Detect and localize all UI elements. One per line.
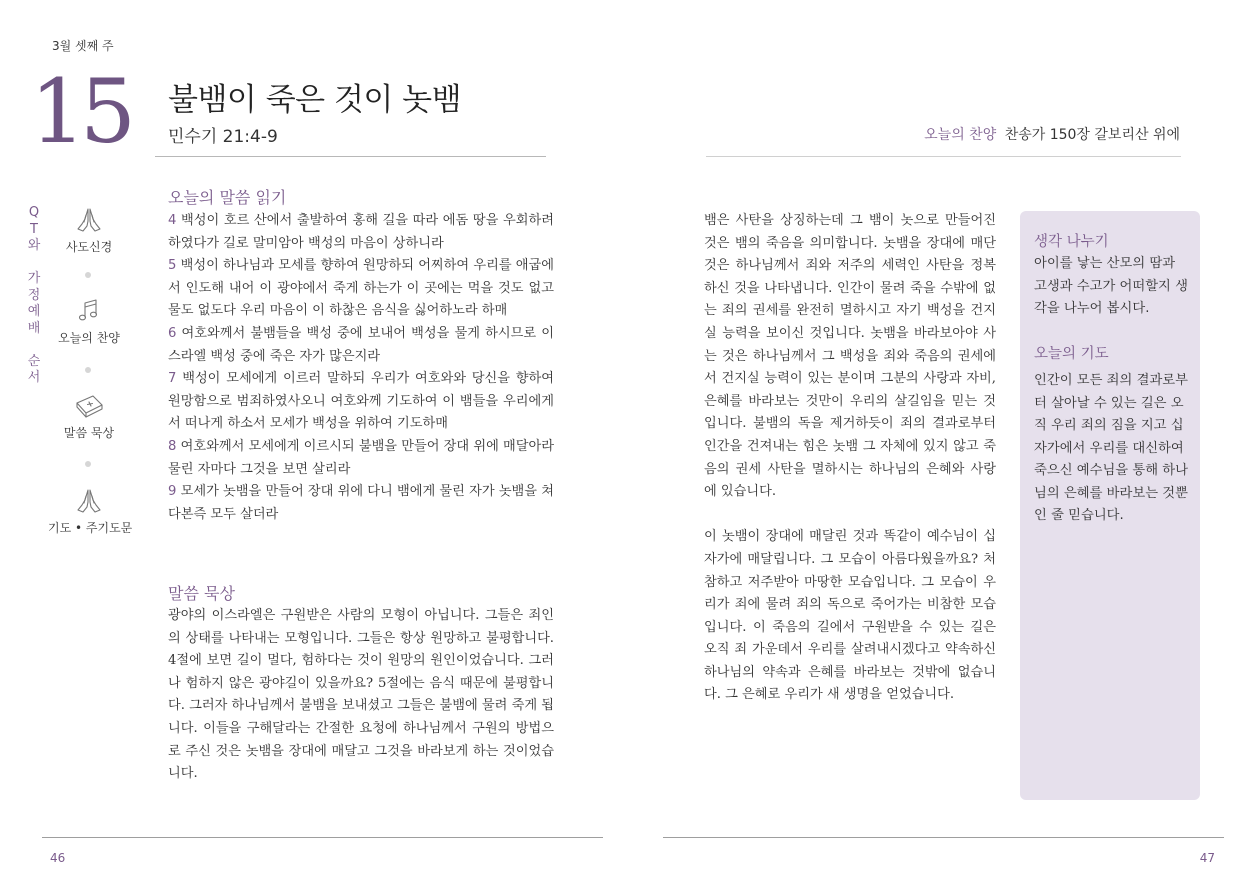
- verse-text: 여호와께서 모세에게 이르시되 불뱀을 만들어 장대 위에 매달아라 물린 자마다 그것을 보면 살리라: [168, 438, 554, 477]
- day-number: 15: [30, 60, 130, 163]
- sidebar-item-word-meditation: [48, 391, 130, 441]
- verse-text: 모세가 놋뱀을 만들어 장대 위에 다니 뱀에게 물린 자가 놋뱀을 쳐다본즉 모두 살더라: [168, 484, 554, 522]
- top-divider-left: [155, 156, 546, 157]
- verse-number: 4: [168, 213, 177, 228]
- commentary-paragraph: 이 놋뱀이 장대에 매달린 것과 똑같이 예수님이 십자가에 매달립니다. 그 모습이 아름다웠을까요? 처참하고 저주받아 마땅한 모습입니다. 그 모습이 우리가 죄에 물려 죄의 독으로 죽어가는 비참한 모습입니다. 이 죽음의 길에서 구원받을 수 있는 길은 오직 죄 가운데서 우리를 살려내시겠다고 약속하신 하나님의 약속과 은혜를 바라보는 것밖에 없습니다. 그 은혜로 우리가 새 생명을 얻었습니다.: [704, 529, 996, 703]
- sidebar-dot: [85, 272, 91, 278]
- hymn-text: 찬송가 150장 갈보리산 위에: [1004, 127, 1180, 143]
- week-label: 3월 셋째 주: [52, 39, 114, 53]
- meditation-paragraph: 광야의 이스라엘은 구원받은 사람의 모형이 아닙니다. 그들은 죄인의 상태를 나타내는 모형입니다. 그들은 항상 원망하고 불평합니다. 4절에 보면 길이 멀다, 험하다는 것이 원망의 원인이었습니다. 그러나 험하지 않은 광야길이 있을까요? 5절에는 음식 때문에 불평합니다. 그러자 하나님께서 불뱀을 보내셨고 그들은 불뱀에 물려 죽게 됩니다. 이들을 구해달라는 간절한 요청에 하나님께서 구원의 방법으로 주신 것은 놋뱀을 장대에 매달고 그것을 바라보게 하는 것이었습니다.: [168, 608, 554, 782]
- vertical-char: 서: [27, 370, 41, 385]
- vertical-char: 예: [27, 304, 41, 319]
- verse: [168, 481, 554, 526]
- prayer-heading: 오늘의 기도: [1034, 346, 1109, 362]
- share-heading: 생각 나누기: [1034, 234, 1109, 250]
- vertical-char: [26, 255, 42, 272]
- verse: [168, 255, 554, 323]
- vertical-char: 와: [27, 238, 41, 253]
- sidebar-item-label: 말씀 묵상: [63, 426, 115, 440]
- scripture-reference: 민수기 21:4-9: [168, 127, 278, 147]
- verse-number: 7: [168, 371, 177, 387]
- commentary-text: [704, 210, 996, 730]
- vertical-char: 순: [27, 353, 41, 369]
- reading-heading: 오늘의 말씀 읽기: [168, 188, 287, 207]
- vertical-char: 가: [27, 271, 41, 286]
- verse: [168, 368, 554, 436]
- meditation-heading: 말씀 묵상: [168, 584, 235, 603]
- verse: [168, 210, 554, 255]
- verse-number: 8: [168, 438, 177, 454]
- verse-text: 백성이 호르 산에서 출발하여 홍해 길을 따라 에돔 땅을 우회하려 하였다가 길로 말미암아 백성의 마음이 상하니라: [168, 213, 554, 251]
- commentary-paragraph: 뱀은 사탄을 상징하는데 그 뱀이 놋으로 만들어진 것은 뱀의 죽음을 의미합니다. 놋뱀을 장대에 매단 것은 하나님께서 죄와 저주의 세력인 사탄을 정복하신 것을 나타냅니다. 인간이 물려 죽을 수밖에 없는 죄의 권세를 완전히 멸하시고 자기 백성을 건지실 능력을 보이신 것입니다. 놋뱀을 바라보아야 사는 것은 하나님께서 그 백성을 죄와 죽음의 권세에서 건지실 능력이 있는 분이며 그분의 사랑과 자비, 은혜를 바라보는 것만이 우리의 살길임을 믿는 것입니다. 불뱀의 독을 제거하듯이 죄의 결과로부터 인간을 건져내는 힘은 놋뱀 그 자체에 있지 않고 죽음의 권세 사탄을 멸하시는 하나님의 은혜와 사랑에 있습니다.: [704, 213, 996, 500]
- praying-hands-icon: [48, 486, 130, 516]
- praying-hands-icon: [48, 205, 130, 235]
- verse: [168, 323, 554, 368]
- verse: [168, 436, 554, 481]
- sidebar-dot: [85, 367, 91, 373]
- bottom-divider-right: [663, 837, 1224, 838]
- hymn-label: 오늘의 찬양: [924, 127, 997, 143]
- vertical-char: T: [30, 221, 38, 237]
- music-note-icon: [48, 296, 130, 326]
- vertical-char: Q: [28, 205, 40, 220]
- prayer-text: 인간이 모든 죄의 결과로부터 살아날 수 있는 길은 오직 우리 죄의 짐을 지고 십자가에서 우리를 대신하여 죽으신 예수님을 통해 하나님의 은혜를 바라보는 것뿐인 줄 믿습니다.: [1034, 373, 1188, 523]
- sidebar-item-apostles-creed: [48, 205, 130, 255]
- verse-number: 6: [168, 325, 177, 341]
- bible-book-icon: [48, 391, 130, 421]
- bottom-divider-left: [42, 837, 603, 838]
- vertical-char: 정: [27, 287, 41, 303]
- verse-number: 5: [168, 258, 177, 274]
- sidebar-item-label: 사도신경: [65, 240, 113, 254]
- vertical-char: 배: [27, 320, 41, 336]
- verse-number: 9: [168, 484, 177, 500]
- sidebar-dot: [85, 461, 91, 467]
- verse-text: 백성이 하나님과 모세를 향하여 원망하되 어찌하여 우리를 애굽에서 인도해 내어 이 광야에서 죽게 하는가 이 곳에는 먹을 것도 없고 물도 없도다 우리 마음이 이 하찮은 음식을 싫어하노라 하매: [168, 258, 554, 319]
- sidebar-item-label: 오늘의 찬양: [58, 331, 120, 345]
- top-divider-right: [706, 156, 1181, 157]
- verse-list: [168, 210, 554, 526]
- sidebar-item-prayer: [48, 486, 133, 536]
- qt-family-worship-order-label: [26, 205, 42, 387]
- verse-text: 여호와께서 불뱀들을 백성 중에 보내어 백성을 물게 하시므로 이스라엘 백성 중에 죽은 자가 많은지라: [168, 325, 554, 364]
- page-title: 불뱀이 죽은 것이 놋뱀: [168, 82, 462, 118]
- verse-text: 백성이 모세에게 이르러 말하되 우리가 여호와와 당신을 향하여 원망함으로 범죄하였사오니 여호와께 기도하여 이 뱀들을 우리에게서 떠나게 하소서 모세가 백성을 위하여 기도하매: [168, 371, 555, 432]
- page-number-right: 47: [1199, 851, 1215, 865]
- page-number-left: 46: [50, 851, 66, 865]
- vertical-char: [26, 337, 42, 354]
- share-text: 아이를 낳는 산모의 땀과 고생과 수고가 어떠할지 생각을 나누어 봅시다.: [1034, 256, 1188, 316]
- sidebar-item-label: 기도 • 주기도문: [48, 521, 133, 535]
- sidebar-item-todays-hymn: [48, 296, 130, 346]
- hymn-info: [924, 124, 1180, 144]
